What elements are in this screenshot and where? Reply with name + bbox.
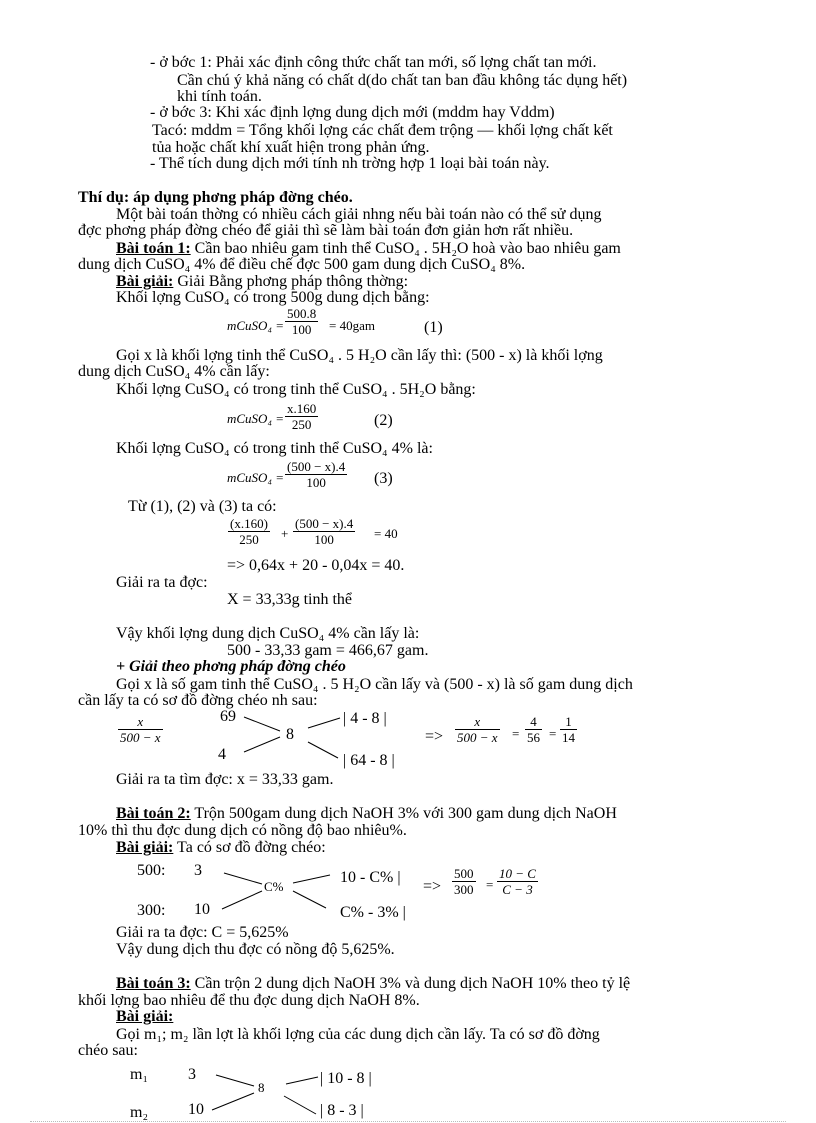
d2-mass-1: 500: — [137, 862, 166, 879]
solution-3-label: Bài giải: — [116, 1008, 174, 1025]
text-line: 10% thì thu đợc dung dịch có nồng độ bao nhiêu%. — [78, 822, 407, 839]
d3-right-top: | 10 - 8 | — [320, 1070, 372, 1087]
text-line: - Thể tích dung dịch mới tính nh trờng hợp 1 loại bài toán này. — [150, 155, 550, 172]
d1-b-den: 14 — [562, 730, 575, 745]
text-line: Từ (1), (2) và (3) ta có: — [128, 498, 277, 515]
d2-right-bottom: C% - 3% | — [340, 904, 406, 921]
d2-right-top: 10 - C% | — [340, 869, 401, 886]
solution-text: Giải Bằng phơng pháp thông thờng: — [173, 273, 409, 290]
text-line: dung dịch CuSO₄ 4% cần lấy: — [78, 363, 270, 380]
solution-text: Ta có sơ đồ đờng chéo: — [173, 839, 326, 856]
d3-mass-2: m₂ — [130, 1104, 149, 1121]
solution-label: Bài giải: — [116, 839, 174, 856]
d1-r-den: 500 − x — [457, 730, 498, 745]
eq2-tag: (2) — [374, 412, 393, 429]
text-line: Cần chú ý khả năng có chất d(do chất tan ban đầu không tác dụng hết) — [177, 72, 628, 89]
result-line: X = 33,33g tinh thể — [227, 591, 353, 608]
d2-arrow: => — [423, 878, 442, 895]
text-line: tủa hoặc chất khí xuất hiện trong phản ứng. — [152, 139, 430, 156]
d3-conc-2: 10 — [188, 1101, 204, 1118]
d1-mid-value: 8 — [286, 726, 294, 743]
problem-label: Bài toán 3: — [116, 975, 191, 992]
sum-num-2: (500 − x).4 — [295, 516, 354, 531]
sum-rhs: = 40 — [374, 526, 398, 541]
example-heading: Thí dụ: áp dụng phơng pháp đờng chéo. — [78, 189, 353, 206]
text-line: Khối lợng CuSO₄ có trong 500g dung dịch bằng: — [116, 289, 430, 306]
eq1-den: 100 — [291, 322, 312, 337]
text-line: Gọi x là khối lợng tinh thể CuSO₄ . 5 H₂O cần lấy thì: (500 - x) là khối lợng — [116, 347, 603, 364]
text-line: 500 - 33,33 gam = 466,67 gam. — [227, 642, 429, 659]
text-line: Một bài toán thờng có nhiều cách giải nhng nếu bài toán nào có thể sử dụng — [116, 206, 602, 223]
method-heading: + Giải theo phơng pháp đờng chéo — [116, 658, 346, 675]
text-line: Giải ra ta tìm đợc: x = 33,33 gam. — [116, 771, 334, 788]
d2-f2-num: 10 − C — [499, 866, 536, 881]
text-line: cần lấy ta có sơ đồ đờng chéo nh sau: — [78, 692, 318, 709]
text-line: khi tính toán. — [177, 88, 262, 105]
d3-mid: 8 — [258, 1080, 265, 1095]
text-line: Giải ra ta đợc: C = 5,625% — [116, 924, 289, 941]
d2-mass-2: 300: — [137, 902, 166, 919]
d2-conc-2: 10 — [194, 901, 210, 918]
problem-label: Bài toán 1: — [116, 240, 191, 257]
text-line: Khối lợng CuSO₄ có trong tinh thể CuSO₄ 4% là: — [116, 440, 433, 457]
d3-conc-1: 3 — [188, 1066, 196, 1083]
text-line: chéo sau: — [78, 1042, 138, 1059]
problem-text: Cần bao nhiêu gam tinh thể CuSO₄ . 5H₂O hoà vào bao nhiêu gam — [190, 240, 621, 257]
eq2-lhs: mCuSO₄ = — [227, 411, 284, 426]
equation-line: => 0,64x + 20 - 0,04x = 40. — [227, 557, 405, 574]
d1-arrow: => — [425, 728, 444, 745]
text-line: đợc phơng pháp đờng chéo để giải thì sẽ làm bài toán đơn giản hơn rất nhiều. — [78, 222, 574, 239]
sum-num-1: (x.160) — [230, 516, 268, 531]
text-line: Khối lợng CuSO₄ có trong tinh thể CuSO₄ . 5H₂O bằng: — [116, 381, 476, 398]
eq1-num: 500.8 — [287, 306, 317, 321]
d2-mid: C% — [264, 879, 284, 894]
d1-b-num: 1 — [560, 714, 577, 730]
text-line: Giải ra ta đợc: — [116, 574, 208, 591]
text-line: - ở bớc 3: Khi xác định lợng dung dịch mới (mddm hay Vddm) — [150, 104, 555, 121]
d1-frac-den: 500 − x — [120, 730, 161, 745]
eq1-tag: (1) — [424, 319, 443, 336]
d1-a-num: 4 — [525, 714, 542, 730]
problem-label: Bài toán 2: — [116, 805, 191, 822]
d1-a-den: 56 — [527, 730, 540, 745]
text-line: dung dịch CuSO₄ 4% để điều chế đợc 500 gam dung dịch CuSO₄ 8%. — [78, 256, 526, 273]
d2-f2-den: C − 3 — [502, 882, 533, 897]
text-line: Gọi m₁; m₂ lần lợt là khối lợng của các dung dịch cần lấy. Ta có sơ đồ đờng — [116, 1026, 600, 1043]
d1-right-bottom: | 64 - 8 | — [343, 752, 395, 769]
solution-label: Bài giải: — [116, 273, 174, 290]
sum-plus: + — [281, 526, 289, 541]
text-line: Vậy khối lợng dung dịch CuSO₄ 4% cần lấy là: — [116, 625, 420, 642]
eq2-num: x.160 — [287, 401, 317, 416]
text-line: Vậy dung dịch thu đợc có nồng độ 5,625%. — [116, 941, 395, 958]
d2-f1-den: 300 — [454, 882, 474, 897]
eq1-rhs: = 40gam — [329, 318, 375, 333]
d2-f1-num: 500 — [454, 866, 474, 881]
text-line: - ở bớc 1: Phải xác định công thức chất tan mới, số lợng chất tan mới. — [150, 54, 597, 71]
d2-conc-1: 3 — [194, 862, 202, 879]
eq3-lhs: mCuSO₄ = — [227, 470, 284, 485]
d3-right-bottom: | 8 - 3 | — [320, 1102, 364, 1119]
d1-bottom-value: 4 — [218, 746, 226, 763]
d2-eq-sign: = — [486, 877, 494, 892]
d1-frac-num: x — [118, 714, 163, 730]
eq3-tag: (3) — [374, 470, 393, 487]
eq2-den: 250 — [291, 417, 312, 432]
d1-eq-sign-2: = — [549, 726, 557, 741]
sum-den-2: 100 — [314, 532, 334, 547]
problem-text: Trộn 500gam dung dịch NaOH 3% với 300 gam dung dịch NaOH — [190, 805, 617, 822]
text-line: khối lợng bao nhiêu để thu đợc dung dịch NaOH 8%. — [78, 992, 420, 1009]
d1-top-value: 69 — [220, 708, 236, 725]
eq3-num: (500 − x).4 — [287, 459, 346, 474]
d1-r-num: x — [455, 714, 500, 730]
d1-right-top: | 4 - 8 | — [343, 710, 387, 727]
text-line: Tacó: mddm = Tổng khối lợng các chất đem trộng — khối lợng chất kết — [152, 122, 613, 139]
d3-mass-1: m₁ — [130, 1066, 149, 1083]
sum-den-1: 250 — [239, 532, 259, 547]
eq1-lhs: mCuSO₄ = — [227, 318, 284, 333]
problem-text: Cần trộn 2 dung dịch NaOH 3% và dung dịch NaOH 10% theo tỷ lệ — [190, 975, 631, 992]
text-line: Gọi x là số gam tinh thể CuSO₄ . 5 H₂O cần lấy và (500 - x) là số gam dung dịch — [116, 676, 633, 693]
eq3-den: 100 — [306, 475, 326, 490]
page-bottom-border — [30, 1121, 786, 1122]
d1-eq-sign: = — [512, 726, 520, 741]
